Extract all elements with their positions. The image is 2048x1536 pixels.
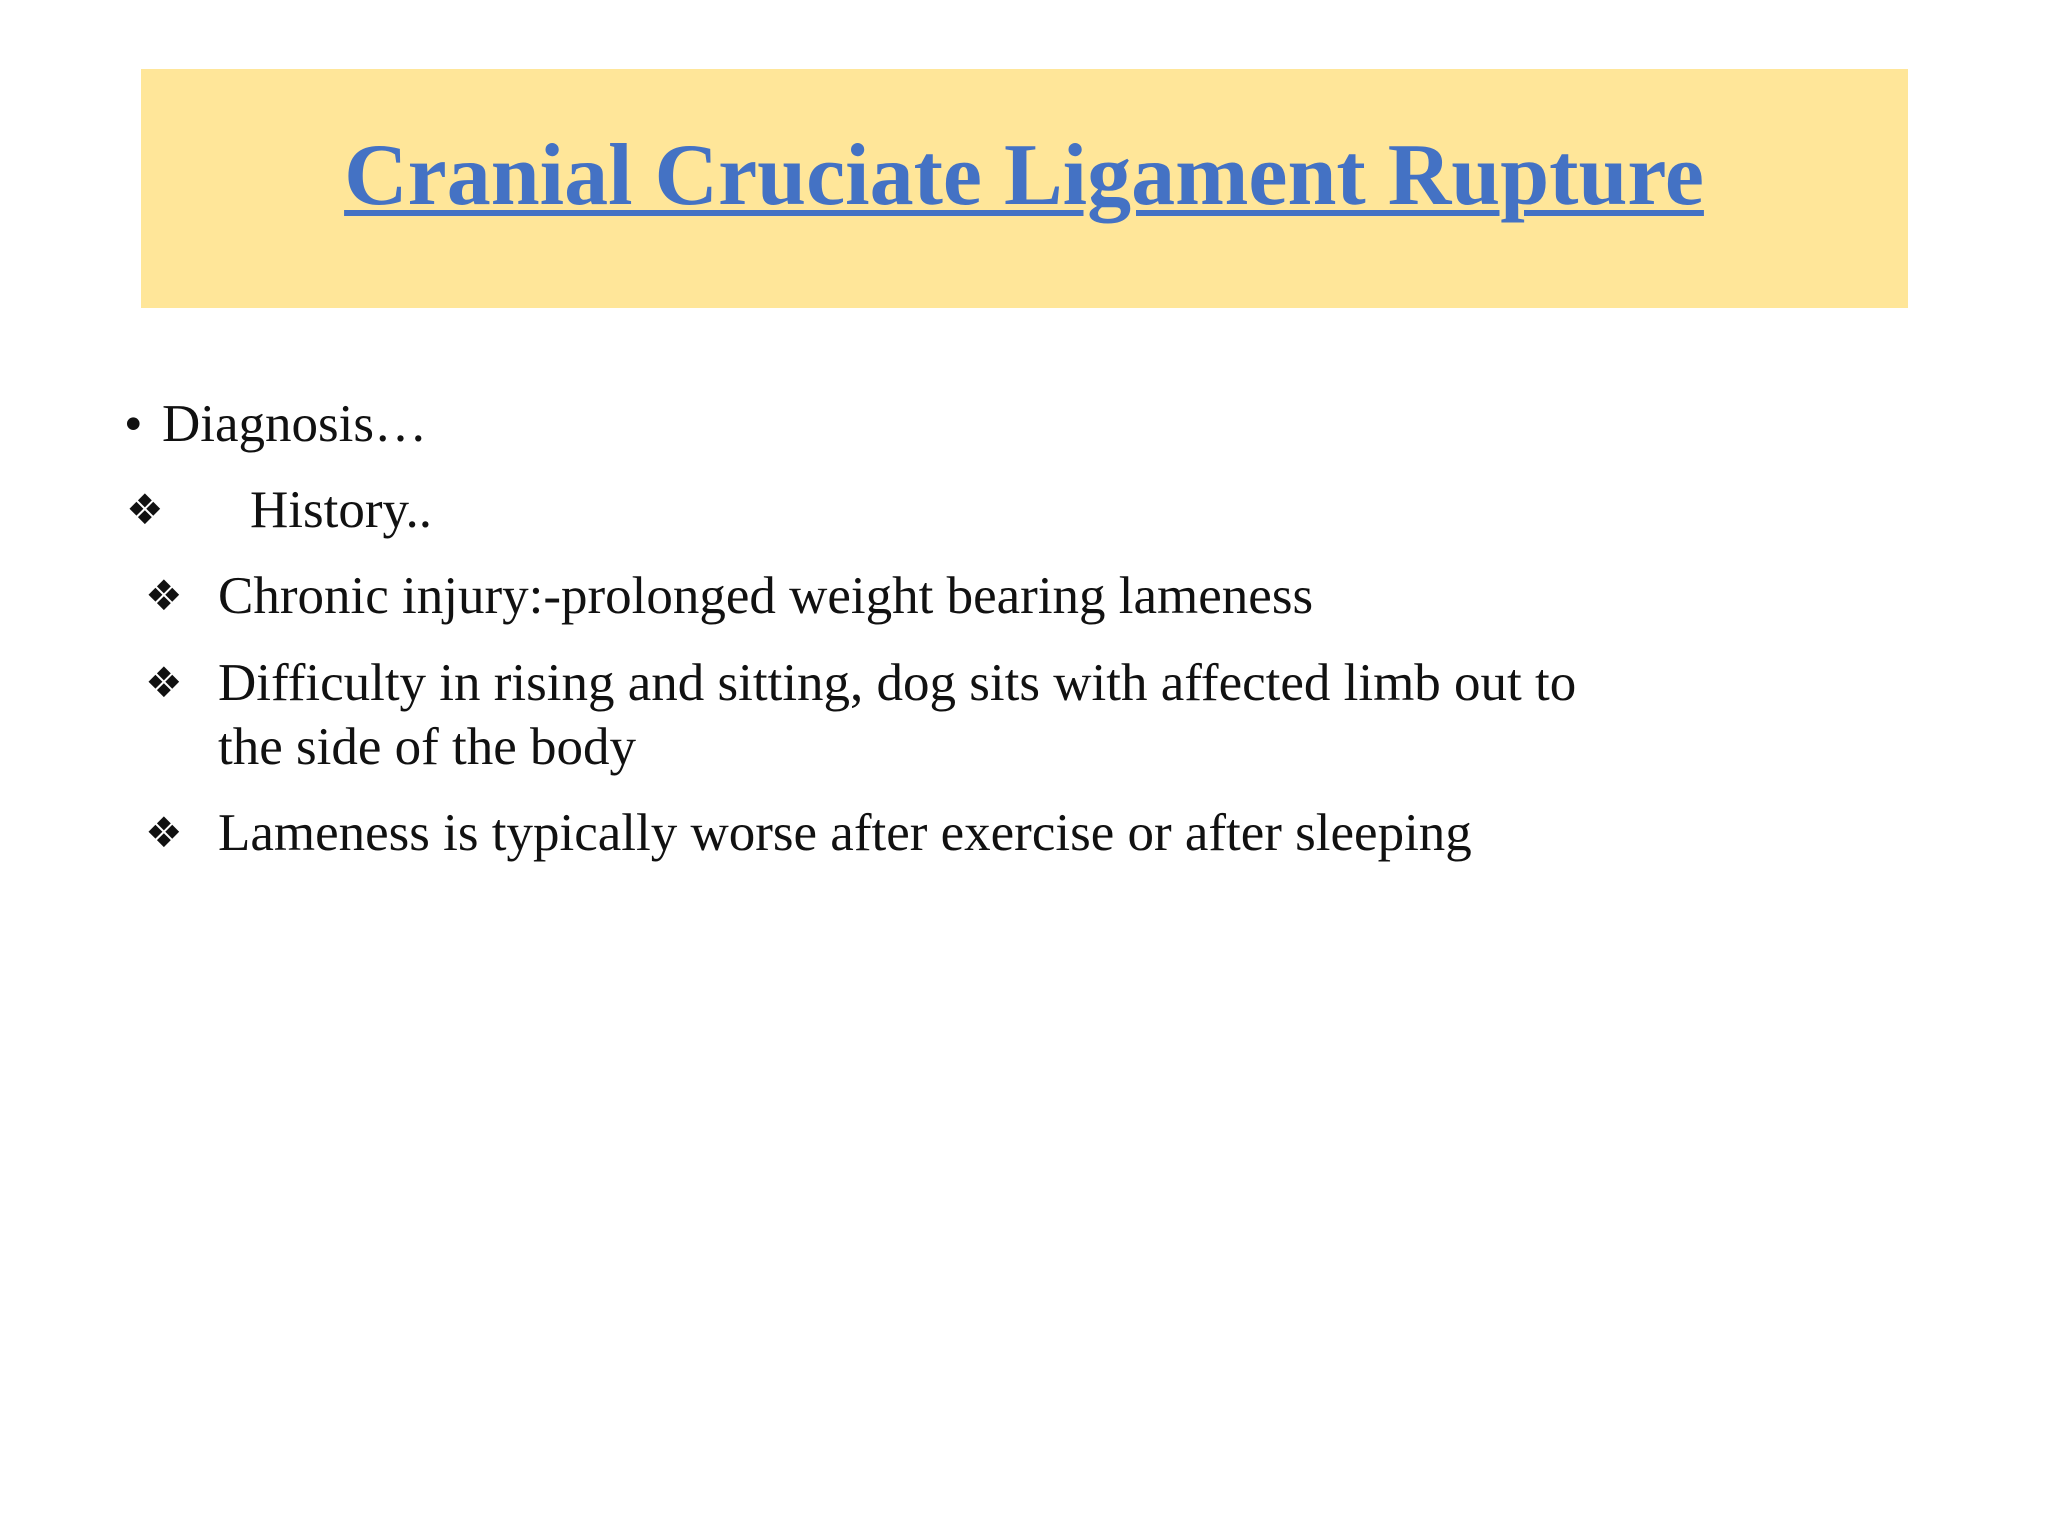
- list-item: Difficulty in rising and sitting, dog sits with affected limb out to: [218, 654, 1577, 712]
- diagnosis-label: Diagnosis…: [162, 395, 427, 453]
- list-item: Chronic injury:-prolonged weight bearing lameness: [218, 567, 1314, 625]
- list-item: Lameness is typically worse after exercise or after sleeping: [218, 804, 1472, 862]
- history-label: History..: [250, 481, 433, 539]
- diamond-bullet-icon: ❖: [126, 485, 164, 534]
- slide-title: Cranial Cruciate Ligament Rupture: [344, 127, 1704, 224]
- diamond-bullet-icon: ❖: [145, 658, 183, 707]
- diamond-bullet-icon: ❖: [145, 808, 183, 857]
- diamond-bullet-icon: ❖: [145, 571, 183, 620]
- bullet-dot-icon: •: [124, 395, 143, 453]
- list-item-continuation: the side of the body: [218, 718, 637, 776]
